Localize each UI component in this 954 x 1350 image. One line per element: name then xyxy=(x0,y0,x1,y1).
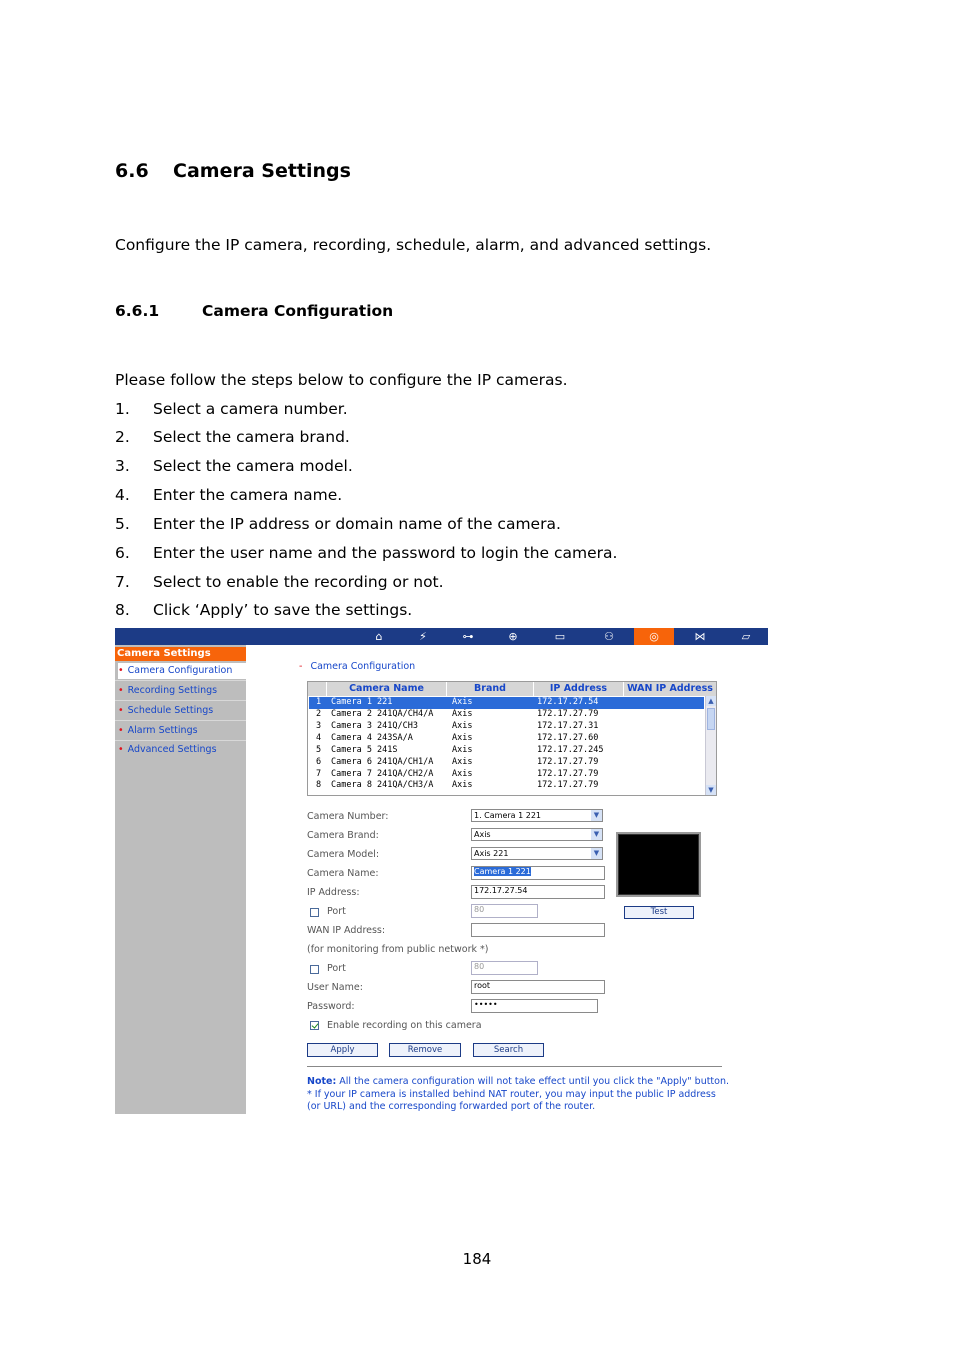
wan-port-checkbox[interactable] xyxy=(310,965,319,974)
table-row[interactable]: 2 Camera 2 241QA/CH4/A Axis 172.17.27.79 xyxy=(316,709,599,719)
list-item: 1. Select a camera number. xyxy=(115,400,348,418)
enable-recording-checkbox[interactable] xyxy=(310,1021,319,1030)
sidebar-item-schedule-settings[interactable]: • Schedule Settings xyxy=(118,705,214,716)
apply-button[interactable]: Apply xyxy=(307,1043,378,1057)
camera-number-select[interactable]: 1. Camera 1 221 ▼ xyxy=(471,809,603,822)
password-label: Password: xyxy=(307,1001,355,1012)
main-content xyxy=(246,645,768,1114)
section-heading xyxy=(115,160,351,182)
camera-name-label: Camera Name: xyxy=(307,868,379,879)
network-icon[interactable]: ⊶ xyxy=(462,630,474,643)
wan-note: (for monitoring from public network *) xyxy=(307,944,489,955)
column-header-brand[interactable]: Brand xyxy=(447,682,534,696)
storage-icon[interactable]: ▭ xyxy=(554,630,566,643)
chevron-down-icon: ▼ xyxy=(591,848,602,859)
password-field[interactable]: ••••• xyxy=(471,999,598,1013)
wan-port-label: Port xyxy=(327,963,346,974)
breadcrumb: - Camera Configuration xyxy=(299,661,416,672)
sidebar-item-alarm-settings[interactable]: • Alarm Settings xyxy=(118,725,198,736)
wan-ip-field[interactable] xyxy=(471,923,605,937)
top-toolbar xyxy=(115,628,768,645)
camera-number-label: Camera Number: xyxy=(307,811,389,822)
section-intro: Configure the IP camera, recording, schedule, alarm, and advanced settings. xyxy=(115,236,712,254)
device-icon[interactable]: ⊕ xyxy=(508,630,518,643)
list-item: 4. Enter the camera name. xyxy=(115,486,343,504)
column-header-ip[interactable]: IP Address xyxy=(534,682,624,696)
sidebar xyxy=(115,645,246,1114)
remove-button[interactable]: Remove xyxy=(389,1043,461,1057)
divider xyxy=(115,740,246,741)
test-button[interactable]: Test xyxy=(624,906,694,919)
port-label: Port xyxy=(327,906,346,917)
user-name-label: User Name: xyxy=(307,982,363,993)
divider xyxy=(115,680,246,681)
chevron-down-icon: ▼ xyxy=(591,810,602,821)
column-header-name[interactable]: Camera Name xyxy=(327,682,447,696)
section-number: 6.6 xyxy=(115,160,149,182)
logout-icon[interactable]: ▱ xyxy=(741,630,751,643)
steps-lead: Please follow the steps below to configure the IP cameras. xyxy=(115,371,568,389)
sidebar-item-advanced-settings[interactable]: • Advanced Settings xyxy=(118,744,217,755)
list-item: 3. Select the camera model. xyxy=(115,457,353,475)
page-number: 184 xyxy=(462,1250,492,1268)
subsection-title: Camera Configuration xyxy=(202,302,394,320)
sidebar-item-camera-configuration[interactable]: • Camera Configuration xyxy=(118,663,246,679)
users-icon[interactable]: ⚇ xyxy=(604,630,614,643)
divider xyxy=(115,700,246,701)
wan-ip-label: WAN IP Address: xyxy=(307,925,386,936)
camera-name-field[interactable]: Camera 1 221 xyxy=(471,866,605,880)
user-name-field[interactable]: root xyxy=(471,980,605,994)
search-button[interactable]: Search xyxy=(473,1043,544,1057)
lightning-icon[interactable]: ⚡ xyxy=(419,630,427,643)
table-header xyxy=(308,682,716,696)
port-field[interactable]: 80 xyxy=(471,904,538,918)
camera-brand-select[interactable]: Axis ▼ xyxy=(471,828,603,841)
note-line-3: (or URL) and the corresponding forwarded port of the router. xyxy=(307,1101,596,1112)
table-row[interactable]: 7 Camera 7 241QA/CH2/A Axis 172.17.27.79 xyxy=(316,769,599,779)
note-line-1: Note: All the camera configuration will not take effect until you click the "Apply" button. xyxy=(307,1076,730,1087)
enable-recording-label: Enable recording on this camera xyxy=(327,1020,482,1031)
chevron-down-icon: ▼ xyxy=(591,829,602,840)
camera-table xyxy=(307,681,717,796)
camera-model-select[interactable]: Axis 221 ▼ xyxy=(471,847,603,860)
column-header-number xyxy=(308,682,327,696)
table-row[interactable]: 5 Camera 5 241S Axis 172.17.27.245 xyxy=(316,745,604,755)
camera-settings-screenshot xyxy=(115,628,768,1114)
subsection-heading xyxy=(115,302,393,320)
table-scrollbar[interactable] xyxy=(705,696,716,795)
camera-icon[interactable]: ◎ xyxy=(634,628,674,645)
column-header-wan-ip[interactable]: WAN IP Address xyxy=(627,683,713,694)
tools-icon[interactable]: ⋈ xyxy=(694,630,706,643)
ip-address-label: IP Address: xyxy=(307,887,360,898)
table-row[interactable]: 3 Camera 3 241Q/CH3 Axis 172.17.27.31 xyxy=(316,721,599,731)
camera-model-label: Camera Model: xyxy=(307,849,380,860)
table-row[interactable]: 6 Camera 6 241QA/CH1/A Axis 172.17.27.79 xyxy=(316,757,599,767)
scroll-up-icon[interactable]: ▲ xyxy=(706,696,716,706)
port-checkbox[interactable] xyxy=(310,908,319,917)
subsection-number: 6.6.1 xyxy=(115,302,160,320)
scroll-down-icon[interactable]: ▼ xyxy=(706,785,716,795)
camera-brand-label: Camera Brand: xyxy=(307,830,379,841)
note-line-2: * If your IP camera is installed behind NAT router, you may input the public IP address xyxy=(307,1089,716,1100)
camera-preview xyxy=(616,832,701,897)
table-row[interactable]: 1 Camera 1 221 Axis 172.17.27.54 xyxy=(309,697,704,709)
scroll-thumb[interactable] xyxy=(707,708,715,730)
divider xyxy=(115,720,246,721)
sidebar-item-recording-settings[interactable]: • Recording Settings xyxy=(118,685,218,696)
section-title: Camera Settings xyxy=(173,160,351,182)
list-item: 2. Select the camera brand. xyxy=(115,428,350,446)
list-item: 7. Select to enable the recording or not. xyxy=(115,573,444,591)
list-item: 6. Enter the user name and the password to login the camera. xyxy=(115,544,618,562)
wan-port-field[interactable]: 80 xyxy=(471,961,538,975)
ip-address-field[interactable]: 172.17.27.54 xyxy=(471,885,605,899)
home-icon[interactable]: ⌂ xyxy=(375,630,383,643)
list-item: 8. Click ‘Apply’ to save the settings. xyxy=(115,601,413,619)
sidebar-title: Camera Settings xyxy=(115,647,246,661)
list-item: 5. Enter the IP address or domain name of the camera. xyxy=(115,515,561,533)
table-row[interactable]: 4 Camera 4 243SA/A Axis 172.17.27.60 xyxy=(316,733,599,743)
divider xyxy=(307,1066,722,1067)
table-row[interactable]: 8 Camera 8 241QA/CH3/A Axis 172.17.27.79 xyxy=(316,780,599,790)
